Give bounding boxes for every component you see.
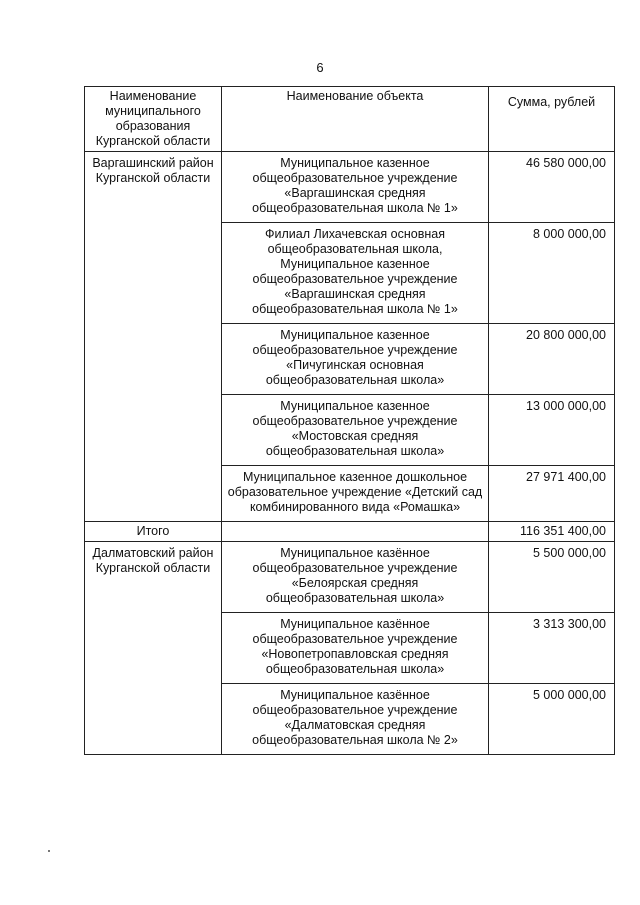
sum-cell: 5 500 000,00 [489,542,615,613]
object-cell: Муниципальное казенное общеобразовательное учреждение «Пичугинская основная общеобразовательная школа» [222,324,489,395]
total-label: Итого [85,522,222,542]
total-empty-cell [222,522,489,542]
header-object: Наименование объекта [222,87,489,152]
header-municipality: Наименование муниципального образования Курганской области [85,87,222,152]
object-cell: Муниципальное казенное общеобразовательное учреждение «Варгашинская средняя общеобразовательная школа № 1» [222,152,489,223]
sum-cell: 20 800 000,00 [489,324,615,395]
total-row [85,522,615,542]
scan-artifact [48,850,50,852]
object-cell: Филиал Лихачевская основная общеобразовательная школа, Муниципальное казенное общеобразовательное учреждение «Варгашинская средняя общеобразовательная школа № 1» [222,223,489,324]
header-sum: Сумма, рублей [489,87,615,152]
budget-table [84,86,615,755]
sum-cell: 27 971 400,00 [489,466,615,522]
municipality-cell: Варгашинский район Курганской области [85,152,222,522]
object-cell: Муниципальное казённое общеобразовательное учреждение «Далматовская средняя общеобразовательная школа № 2» [222,684,489,755]
municipality-cell: Далматовский район Курганской области [85,542,222,755]
object-cell: Муниципальное казенное общеобразовательное учреждение «Мостовская средняя общеобразовательная школа» [222,395,489,466]
sum-cell: 3 313 300,00 [489,613,615,684]
sum-cell: 8 000 000,00 [489,223,615,324]
page-number: 6 [316,60,324,75]
sum-cell: 13 000 000,00 [489,395,615,466]
sum-cell: 5 000 000,00 [489,684,615,755]
table-header-row [85,87,615,152]
total-sum: 116 351 400,00 [489,522,615,542]
table-row [85,542,615,613]
object-cell: Муниципальное казённое общеобразовательное учреждение «Белоярская средняя общеобразовательная школа» [222,542,489,613]
object-cell: Муниципальное казенное дошкольное образовательное учреждение «Детский сад комбинированного вида «Ромашка» [222,466,489,522]
object-cell: Муниципальное казённое общеобразовательное учреждение «Новопетропавловская средняя общеобразовательная школа» [222,613,489,684]
table-row [85,152,615,223]
sum-cell: 46 580 000,00 [489,152,615,223]
